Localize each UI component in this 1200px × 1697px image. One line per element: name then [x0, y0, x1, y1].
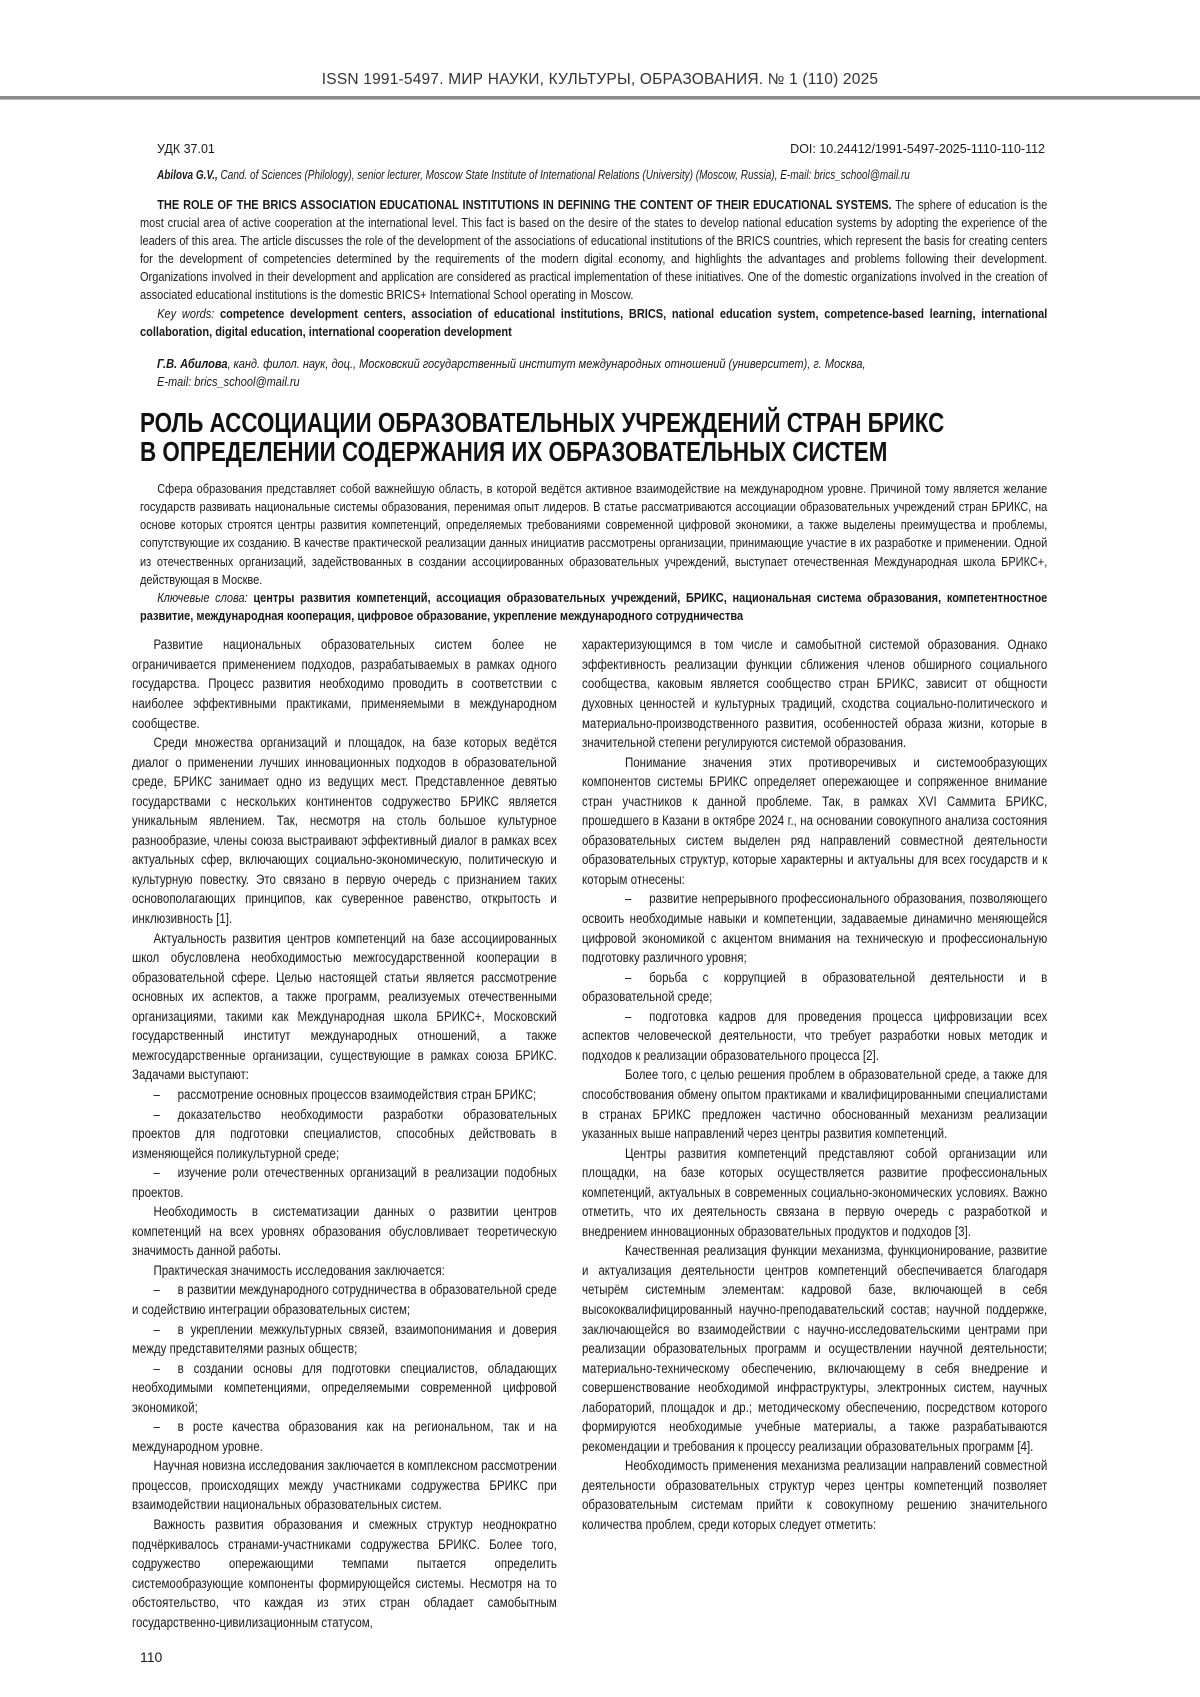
paragraph: Центры развития компетенций представляют собой организации или площадки, на базе которых осуществляется развитие профессиональных компетенций, актуальных в современных социально-экономических условиях. Важно отметить, что их деятельность связана в первую очередь с разработкой и внедрением инновационных образовательных продуктов и подходов [3].: [582, 1145, 1048, 1239]
header-divider: [0, 96, 1200, 100]
list-item: [132, 1163, 557, 1202]
list-item-text: в росте качества образования как на региональном, так и на международном уровне.: [132, 1419, 557, 1454]
udk-code: УДК 37.01: [157, 142, 215, 156]
abstract-en-title: THE ROLE OF THE BRICS ASSOCIATION EDUCATIONAL INSTITUTIONS IN DEFINING THE CONTENT OF THEIR EDUCATIONAL SYSTEMS.: [157, 197, 892, 212]
paragraph: Качественная реализация функции механизма, функционирование, развитие и актуализация деятельности центров компетенций обеспечивается благодаря четырём системным элементам: кадровой базе, включающей в себя высококвалифицированный научно-преподавательский состав; научной поддержке, заключающейся во взаимодействии с научно-исследовательскими центрами при реализации образовательных программ и осуществлении научной деятельности; материально-техническому обеспечению, включающему в себя внедрение и совершенствование необходимой инфраструктуры, электронных систем, научных лабораторий, площадок и др.; методическому обеспечению, посредством которого формируются необходимые учебные материалы, а также разрабатываются рекомендации и требования к процессу реализации образовательных программ [4].: [582, 1243, 1048, 1454]
list-item: [132, 1417, 557, 1456]
list-item-text: борьба с коррупцией в образовательной деятельности и в образовательной среде;: [582, 969, 1048, 1005]
article-title-line-2: В ОПРЕДЕЛЕНИИ СОДЕРЖАНИЯ ИХ ОБРАЗОВАТЕЛЬНЫХ СИСТЕМ: [140, 435, 888, 467]
paragraph: Практическая значимость исследования заключается:: [153, 1262, 445, 1278]
abstract-ru: [140, 480, 1047, 626]
list-item: [132, 1359, 557, 1418]
author-details-ru: , канд. филол. наук, доц., Московский государственный институт международных отношений (университет), г. Москва,: [227, 355, 866, 371]
list-item: [132, 1085, 557, 1105]
keywords-en: competence development centers, association of educational institutions, BRICS, national education system, competence-based learning, international collaboration, digital education, international cooperation development: [140, 305, 1048, 339]
dash-bullet: –: [625, 891, 632, 907]
doi: DOI: 10.24412/1991-5497-2025-1110-110-112: [790, 142, 1045, 156]
body-columns: [0, 635, 1200, 1632]
keywords-ru: центры развития компетенций, ассоциация образовательных учреждений, БРИКС, национальная система образования, компетентностное развитие, международная кооперация, цифровое образование, укрепление международного сотрудничества: [140, 589, 1048, 624]
list-item-text: рассмотрение основных процессов взаимодействия стран БРИКС;: [177, 1086, 537, 1102]
paragraph: Понимание значения этих противоречивых и системообразующих компонентов системы БРИКС определяет опережающее и сопряженное внимание стран участников к данной проблеме. Так, в рамках XVI Саммита БРИКС, прошедшего в Казани в октябре 2024 г., на основании совокупного анализа состояния образовательных систем выделен ряд направлений совместной деятельности образовательных структур, которые характерны и актуальны для всех государств и к которым отнесены:: [582, 754, 1048, 887]
author-info-en: [157, 166, 1047, 184]
list-item-text: развитие непрерывного профессионального образования, позволяющего освоить необходимые навыки и компетенции, задаваемые динамично меняющейся цифровой экономикой с акцентом внимания на техническую и профессиональную подготовку различного уровня;: [582, 891, 1048, 966]
journal-header: ISSN 1991-5497. МИР НАУКИ, КУЛЬТУРЫ, ОБРАЗОВАНИЯ. № 1 (110) 2025: [321, 71, 879, 88]
author-name-ru: Г.В. Абилова: [157, 355, 228, 371]
keywords-ru-label: Ключевые слова:: [157, 589, 248, 605]
dash-bullet: –: [153, 1106, 160, 1122]
body-column-left: [132, 635, 557, 1632]
page-number: 110: [140, 1649, 163, 1666]
dash-bullet: –: [153, 1360, 160, 1376]
paragraph: Более того, с целью решения проблем в образовательной среде, а также для способствования обмену опытом практиками и квалифицированными специалистами в странах БРИКС предложен частично обоснованный механизм реализации указанных выше направлений через центры развития компетенций.: [582, 1067, 1048, 1142]
dash-bullet: –: [153, 1419, 160, 1435]
paragraph: Актуальность развития центров компетенций на базе ассоциированных школ обусловлена необходимостью межгосударственной кооперации в образовательной сфере. Целью настоящей статьи является рассмотрение основных их аспектов, а также программ, реализуемых отечественными организациями, такими как Международная школа БРИКС+, Московский государственный институт международных отношений, а также межгосударственные организации, существующие в рамках союза БРИКС. Задачами выступают:: [132, 930, 557, 1083]
list-item: [582, 889, 1047, 967]
author-info-ru: [157, 355, 1037, 392]
dash-bullet: –: [153, 1086, 160, 1102]
author-name-en: Abilova G.V.,: [157, 168, 218, 182]
paragraph: Научная новизна исследования заключается в комплексном рассмотрении процессов, происходящих между участниками содружества БРИКС при взаимодействии национальных образовательных систем.: [132, 1458, 557, 1513]
article-title: [140, 408, 988, 466]
list-item: [582, 968, 1047, 1007]
list-item-text: в создании основы для подготовки специалистов, обладающих необходимыми компетенциями, определяемыми современной цифровой экономикой;: [132, 1360, 557, 1415]
list-item-text: в развитии международного сотрудничества в образовательной среде и содействию интеграции образовательных систем;: [132, 1282, 557, 1317]
abstract-en: [140, 196, 1047, 341]
list-item: [132, 1320, 557, 1359]
list-item-text: доказательство необходимости разработки образовательных проектов для подготовки специалистов, способных действовать в изменяющейся поликультурной среде;: [132, 1106, 557, 1161]
paragraph: Среди множества организаций и площадок, на базе которых ведётся диалог о применении лучших инновационных подходов в образовательной среде, БРИКС занимает одно из ведущих мест. Представленное девятью государствами с нескольких континентов содружество БРИКС является уникальным явлением. Так, несмотря на столь большое культурное разнообразие, члены союза выстраивают эффективный диалог в рамках всех актуальных сфер, включающих социально-экономическую, политическую и культурную повестку. Это связано в первую очередь с признанием таких основополагающих принципов, как суверенное равенство, открытость и инклюзивность [1].: [132, 735, 557, 927]
author-email-ru: E-mail: brics_school@mail.ru: [157, 374, 300, 390]
keywords-en-label: Key words:: [157, 305, 215, 321]
paragraph: Важность развития образования и смежных структур неоднократно подчёркивалось странами-участниками содружества БРИКС. Более того, содружество опережающими темпами пытается определить системообразующие компоненты формирующейся системы. Несмотря на то обстоятельство, что каждая из этих стран обладает самобытным государственно-цивилизационным статусом,: [132, 1516, 557, 1630]
list-item: [582, 1007, 1047, 1066]
paragraph: Развитие национальных образовательных систем более не ограничивается применением подходов, разрабатываемых в рамках одного государства. Процесс развития необходимо проводить в соответствии с наиболее эффективными практиками, применяемыми в международном сообществе.: [132, 637, 557, 731]
dash-bullet: –: [153, 1282, 160, 1298]
dash-bullet: –: [153, 1321, 160, 1337]
dash-bullet: –: [625, 1008, 632, 1024]
list-item-text: в укреплении межкультурных связей, взаимопонимания и доверия между представителями разных обществ;: [132, 1321, 557, 1357]
body-column-right: [582, 635, 1047, 1534]
abstract-ru-text: Сфера образования представляет собой важнейшую область, в которой ведётся активное взаимодействие на международном уровне. Причиной тому является желание государств развивать национальные системы образования, перенимая опыт лидеров. В статье рассматриваются ассоциации образовательных учреждений стран БРИКС, на основе которых строятся центры развития компетенций, определяемых требованиями современной цифровой экономики, а также выделены преимущества и проблемы, сопутствующие их созданию. В качестве практической реализации данных инициатив рассмотрены организации, принимающие участие в их разработке и применении. Одной из отечественных организаций, задействованных в создании ассоциированных образовательных учреждений, выступает отечественная Международная школа БРИКС+, действующая в Москве.: [140, 480, 1048, 587]
list-item-text: подготовка кадров для проведения процесса цифровизации всех аспектов человеческой деятельности, что требует разработки новых методик и подходов к реализации образовательного процесса [2].: [582, 1008, 1048, 1063]
paragraph: характеризующимся в том числе и самобытной системой образования. Однако эффективность реализации функции сближения членов обширного социального сообщества, каковым является сообщество стран БРИКС, зависит от общности духовных ценностей и культурных традиций, сходства социально-политического и материально-производственного развития, особенностей образа жизни, которые в значительной степени регулируются системой образования.: [582, 637, 1048, 751]
dash-bullet: –: [153, 1165, 160, 1181]
paragraph: Необходимость применения механизма реализации направлений совместной деятельности образовательных структур через центры компетенций позволяет образовательным системам прийти к совокупному решению значительного количества проблем, среди которых следует отметить:: [582, 1458, 1048, 1532]
paragraph: Необходимость в систематизации данных о развитии центров компетенций на всех уровнях образования обусловливает теоретическую значимость данной работы.: [132, 1204, 557, 1259]
meta-row: [157, 140, 1045, 158]
list-item: [132, 1280, 557, 1319]
dash-bullet: –: [625, 969, 632, 985]
article-title-line-1: РОЛЬ АССОЦИАЦИИ ОБРАЗОВАТЕЛЬНЫХ УЧРЕЖДЕНИЙ СТРАН БРИКС: [140, 406, 945, 438]
abstract-en-text: The sphere of education is the most crucial area of active cooperation at the international level. This fact is based on the desire of the states to develop national education systems by adopting the experience of the leaders of this area. The article discusses the role of the development of the associations of educational institutions of the BRICS countries, which represent the basis for creating centers for the development of competencies determined by the requirements of the modern digital economy, and highlights the advantages and problems following their development. Organizations involved in their development and application are considered as practical implementation of these initiatives. One of the domestic organizations involved in the creation of associated educational institutions is the domestic BRICS+ International School operating in Moscow.: [140, 197, 1048, 303]
author-details-en: Cand. of Sciences (Philology), senior lecturer, Moscow State Institute of International Relations (University) (Moscow, Russia), E-mail: brics_school@mail.ru: [217, 168, 910, 182]
list-item-text: изучение роли отечественных организаций в реализации подобных проектов.: [132, 1165, 557, 1200]
list-item: [132, 1105, 557, 1164]
